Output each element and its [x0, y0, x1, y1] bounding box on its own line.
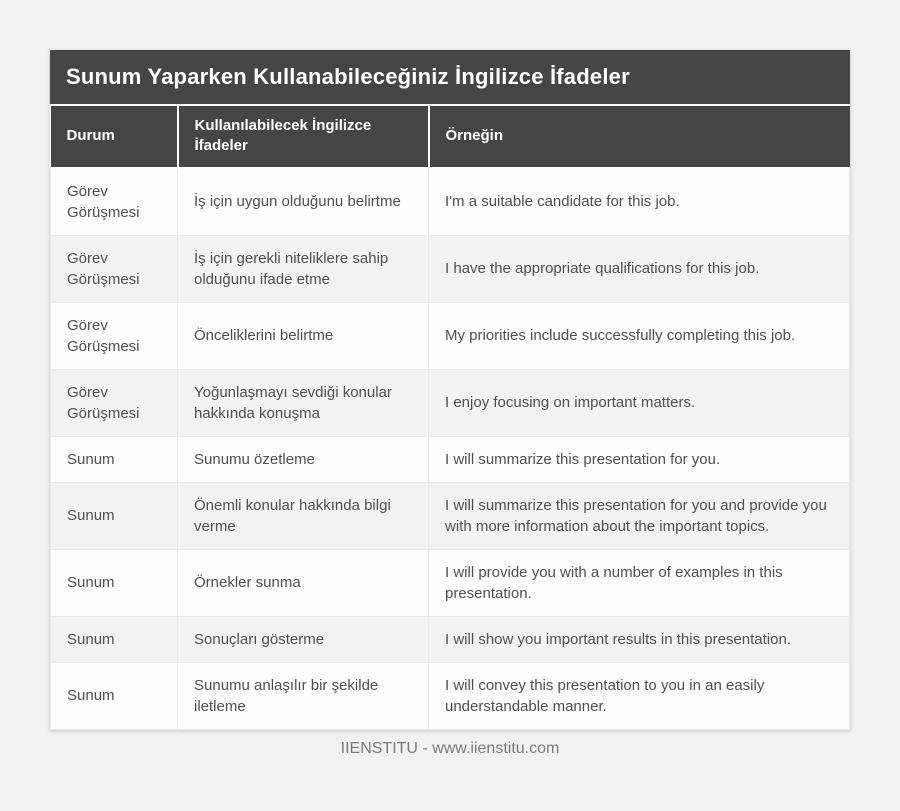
cell-example: I will convey this presentation to you in an easily understandable manner. — [429, 662, 850, 729]
cell-phrase: Örnekler sunma — [178, 549, 429, 616]
cell-example: I will provide you with a number of examples in this presentation. — [429, 549, 850, 616]
column-header-durum: Durum — [51, 106, 178, 168]
table-row — [51, 662, 850, 729]
cell-phrase: İş için uygun olduğunu belirtme — [178, 168, 429, 236]
table-row — [51, 616, 850, 662]
table-row — [51, 302, 850, 369]
cell-durum: Sunum — [51, 549, 178, 616]
footer-branding: IIENSTITU - www.iienstitu.com — [340, 740, 560, 757]
column-header-ornegin: Örneğin — [429, 106, 850, 168]
table-row — [51, 168, 850, 236]
cell-durum: Görev Görüşmesi — [51, 168, 178, 236]
cell-durum: Sunum — [51, 436, 178, 482]
cell-durum: Sunum — [51, 616, 178, 662]
table-row — [51, 235, 850, 302]
cell-phrase: Yoğunlaşmayı sevdiği konular hakkında konuşma — [178, 369, 429, 436]
cell-phrase: Sunumu anlaşılır bir şekilde iletleme — [178, 662, 429, 729]
cell-phrase: Önemli konular hakkında bilgi verme — [178, 482, 429, 549]
cell-durum: Görev Görüşmesi — [51, 235, 178, 302]
page-title: Sunum Yaparken Kullanabileceğiniz İngilizce İfadeler — [50, 50, 850, 106]
table-row — [51, 549, 850, 616]
cell-durum: Görev Görüşmesi — [51, 369, 178, 436]
column-header-ifadeler: Kullanılabilecek İngilizce İfadeler — [178, 106, 429, 168]
table-row — [51, 369, 850, 436]
cell-durum: Görev Görüşmesi — [51, 302, 178, 369]
cell-example: I will summarize this presentation for you and provide you with more information about the important topics. — [429, 482, 850, 549]
cell-example: I'm a suitable candidate for this job. — [429, 168, 850, 236]
cell-phrase: Sonuçları gösterme — [178, 616, 429, 662]
phrases-table-card — [50, 50, 850, 730]
table-row — [51, 482, 850, 549]
table-row — [51, 436, 850, 482]
phrases-table — [50, 106, 850, 730]
table-header-row — [51, 106, 850, 168]
cell-durum: Sunum — [51, 662, 178, 729]
cell-phrase: Sunumu özetleme — [178, 436, 429, 482]
cell-phrase: Önceliklerini belirtme — [178, 302, 429, 369]
cell-example: I will show you important results in this presentation. — [429, 616, 850, 662]
cell-example: I have the appropriate qualifications for this job. — [429, 235, 850, 302]
cell-phrase: İş için gerekli niteliklere sahip olduğunu ifade etme — [178, 235, 429, 302]
cell-example: I enjoy focusing on important matters. — [429, 369, 850, 436]
table-body — [51, 168, 850, 730]
cell-durum: Sunum — [51, 482, 178, 549]
cell-example: My priorities include successfully completing this job. — [429, 302, 850, 369]
cell-example: I will summarize this presentation for you. — [429, 436, 850, 482]
